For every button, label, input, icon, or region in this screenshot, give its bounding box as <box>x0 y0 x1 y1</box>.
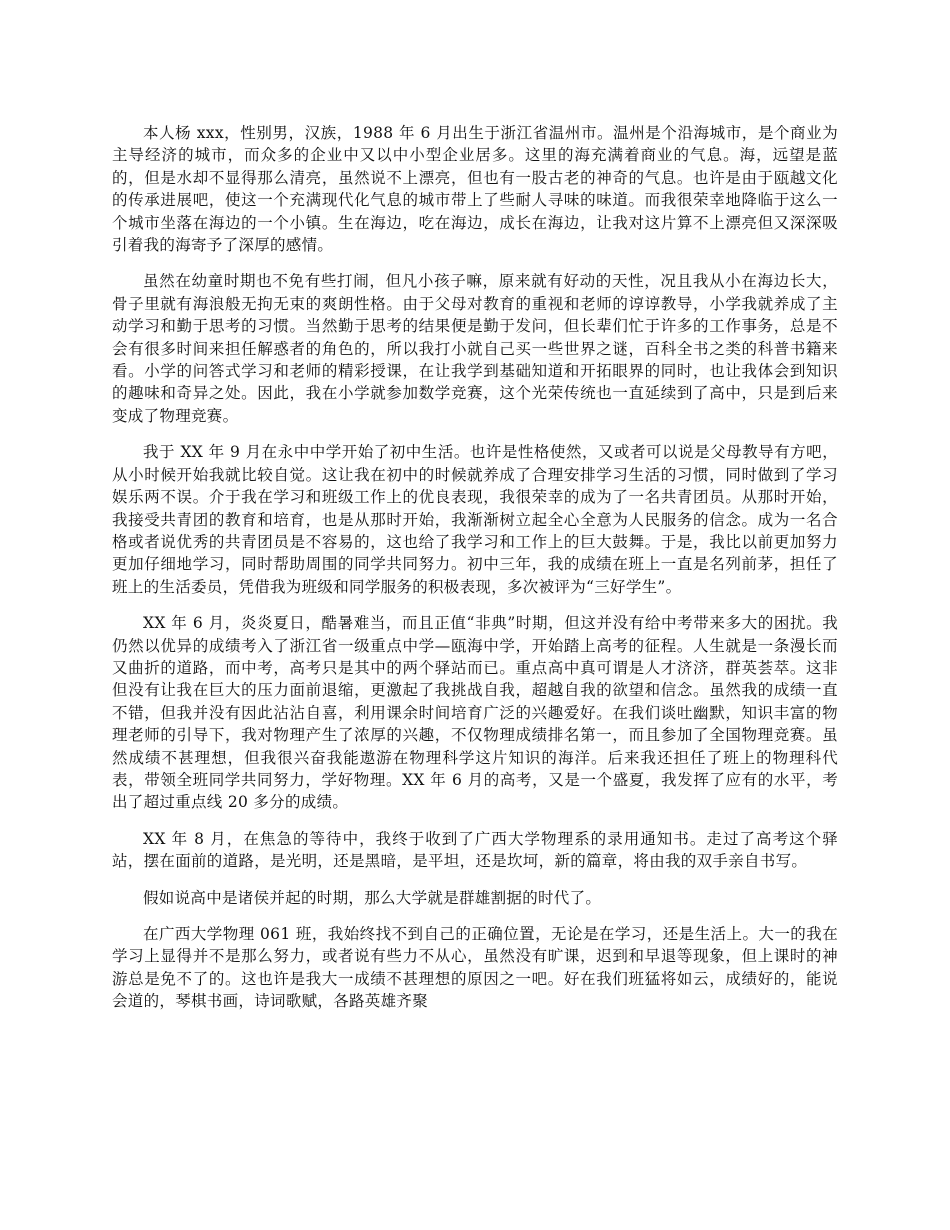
paragraph-childhood: 虽然在幼童时期也不免有些打闹，但凡小孩子嘛，原来就有好动的天性，况且我从小在海边长大，骨子里就有海浪般无拘无束的爽朗性格。由于父母对教育的重视和老师的谆谆教导，小学我就养成了主动学习和勤于思考的习惯。当然勤于思考的结果便是勤于发问，但长辈们忙于许多的工作事务，总是不会有很多时间来担任解惑者的角色的，所以我打小就自己买一些世界之谜，百科全书之类的科普书籍来看。小学的问答式学习和老师的精彩授课，在让我学到基础知道和开拓眼界的同时，也让我体会到知识的趣味和奇异之处。因此，我在小学就参加数学竞赛，这个光荣传统也一直延续到了高中，只是到后来变成了物理竞赛。 <box>112 272 838 425</box>
paragraph-university-admission: XX 年 8 月，在焦急的等待中，我终于收到了广西大学物理系的录用通知书。走过了高考这个驿站，摆在面前的道路，是光明，还是黑暗，是平坦，还是坎坷，新的篇章，将由我的双手亲自书写。 <box>112 829 838 871</box>
paragraph-middle-school: 我于 XX 年 9 月在永中中学开始了初中生活。也许是性格使然，又或者可以说是父母教导有方吧，从小时候开始我就比较自觉。这让我在初中的时候就养成了合理安排学习生活的习惯，同时做到了学习娱乐两不误。介于我在学习和班级工作上的优良表现，我很荣幸的成为了一名共青团员。从那时开始，我接受共青团的教育和培育，也是从那时开始，我渐渐树立起全心全意为人民服务的信念。成为一名合格或者说优秀的共青团员是不容易的，这也给了我学习和工作上的巨大鼓舞。于是，我比以前更加努力更加仔细地学习，同时帮助周围的同学共同努力。初中三年，我的成绩在班上一直是名列前茅，担任了班上的生活委员，凭借我为班级和同学服务的积极表现，多次被评为“三好学生”。 <box>112 443 838 596</box>
document-body <box>112 122 838 1027</box>
paragraph-birth-hometown: 本人杨 xxx，性别男，汉族，1988 年 6 月出生于浙江省温州市。温州是个沿海城市，是个商业为主导经济的城市，而众多的企业中又以中小型企业居多。这里的海充满着商业的气息。海，远望是蓝的，但是水却不显得那么清亮，虽然说不上漂亮，但也有一股古老的神奇的气息。也许是由于瓯越文化的传承进展吧，使这一个充满现代化气息的城市带上了些耐人寻味的味道。而我很荣幸地降临于这么一个城市坐落在海边的一个小镇。生在海边，吃在海边，成长在海边，让我对这片算不上漂亮但又深深吸引着我的海寄予了深厚的感情。 <box>112 124 838 255</box>
paragraph-university-intro: 假如说高中是诸侯并起的时期，那么大学就是群雄割据的时代了。 <box>143 888 602 907</box>
paragraph-high-school: XX 年 6 月，炎炎夏日，酷暑难当，而且正值“非典”时期，但这并没有给中考带来多大的困扰。我仍然以优异的成绩考入了浙江省一级重点中学—瓯海中学，开始踏上高考的征程。人生就是一条漫长而又曲折的道路，而中考，高考只是其中的两个驿站而已。重点高中真可谓是人才济济，群英荟萃。这非但没有让我在巨大的压力面前退缩，更激起了我挑战自我，超越自我的欲望和信念。虽然我的成绩一直不错，但我并没有因此沾沾自喜，利用课余时间培育广泛的兴趣爱好。在我们谈吐幽默，知识丰富的物理老师的引导下，我对物理产生了浓厚的兴趣，不仅物理成绩排名第一，而且参加了全国物理竞赛。虽然成绩不甚理想，但我很兴奋我能遨游在物理科学这片知识的海洋。后来我还担任了班上的物理科代表，带领全班同学共同努力，学好物理。XX 年 6 月的高考，又是一个盛夏，我发挥了应有的水平，考出了超过重点线 20 多分的成绩。 <box>112 614 838 812</box>
paragraph-university-class: 在广西大学物理 061 班，我始终找不到自己的正确位置，无论是在学习，还是生活上。大一的我在学习上显得并不是那么努力，或者说有些力不从心，虽然没有旷课，迟到和早退等现象，但上课时的神游总是免不了的。这也许是我大一成绩不甚理想的原因之一吧。好在我们班猛将如云，成绩好的，能说会道的，琴棋书画，诗词歌赋，各路英雄齐聚 <box>112 925 838 1011</box>
